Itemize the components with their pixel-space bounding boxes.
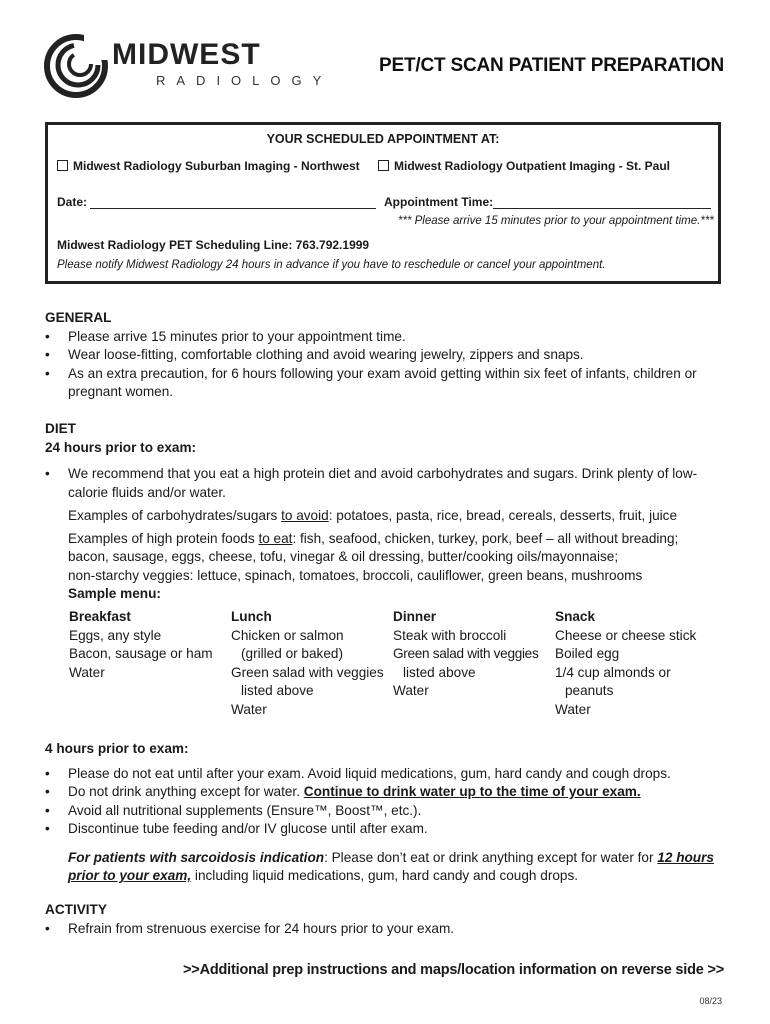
- list-item: • Please arrive 15 minutes prior to your appointment time.: [45, 328, 735, 347]
- menu-column-dinner: [393, 608, 538, 701]
- diet-section: [45, 420, 735, 604]
- list-item: • As an extra precaution, for 6 hours following your exam avoid getting within six feet of infants, children or pregnant women.: [45, 365, 728, 402]
- time-line[interactable]: [493, 197, 711, 209]
- protein-suffix: : fish, seafood, chicken, turkey, pork, beef – all without breading;: [292, 530, 679, 546]
- four-hours-list: [45, 765, 735, 839]
- list-item: • We recommend that you eat a high protein diet and avoid carbohydrates and sugars. Drink plenty of low-calorie fluids and/or water.: [45, 465, 708, 502]
- carbs-suffix: : potatoes, pasta, rice, bread, cereals, desserts, fruit, juice: [328, 508, 678, 523]
- sarcoidosis-note: [45, 849, 728, 886]
- menu-item: Water: [555, 701, 591, 717]
- sample-menu-label: Sample menu:: [68, 586, 161, 601]
- menu-heading: Lunch: [231, 609, 272, 624]
- activity-section: [45, 901, 735, 938]
- diet-list: [45, 465, 735, 502]
- protein-examples: [45, 530, 735, 549]
- scheduling-line: Midwest Radiology PET Scheduling Line: 763.792.1999: [57, 238, 370, 252]
- menu-item: listed above: [403, 664, 476, 680]
- checkbox-st-paul[interactable]: [378, 160, 389, 171]
- menu-item: Water: [393, 683, 429, 698]
- menu-column-lunch: [231, 608, 384, 719]
- activity-list: [45, 920, 735, 939]
- reverse-side-note: >>Additional prep instructions and maps/location information on reverse side >>: [183, 962, 724, 978]
- list-item: • Avoid all nutritional supplements (Ensure™, Boost™, etc.).: [45, 802, 735, 821]
- arrive-note: *** Please arrive 15 minutes prior to your appointment time.***: [398, 215, 714, 227]
- logo-subtitle: RADIOLOGY: [156, 73, 333, 88]
- menu-column-breakfast: [69, 608, 213, 682]
- menu-item: Cheese or cheese stick: [555, 627, 697, 643]
- general-heading: GENERAL: [45, 310, 112, 325]
- menu-item: 1/4 cup almonds or: [555, 664, 671, 680]
- carbs-prefix: Examples of carbohydrates/sugars: [68, 508, 282, 523]
- list-item: • Wear loose-fitting, comfortable clothing and avoid wearing jewelry, zippers and snaps.: [45, 346, 735, 365]
- notify-line: Please notify Midwest Radiology 24 hours in advance if you have to reschedule or cancel your appointment.: [57, 259, 606, 271]
- general-list: [45, 328, 735, 402]
- location-label-st-paul: Midwest Radiology Outpatient Imaging - St. Paul: [394, 159, 671, 173]
- carbs-examples: [45, 507, 735, 526]
- diet-subheading: 24 hours prior to exam:: [45, 439, 197, 455]
- carbs-underlined: to avoid: [281, 508, 329, 523]
- appointment-time-field[interactable]: [384, 195, 711, 209]
- general-section: [45, 309, 735, 402]
- menu-heading: Breakfast: [69, 609, 131, 624]
- menu-heading: Snack: [555, 609, 596, 624]
- protein-prefix: Examples of high protein foods: [68, 530, 259, 546]
- page-title: PET/CT SCAN PATIENT PREPARATION: [379, 55, 724, 76]
- menu-item: Eggs, any style: [69, 627, 162, 643]
- list-item: • Refrain from strenuous exercise for 24 hours prior to your exam.: [45, 920, 735, 939]
- list-item: [45, 783, 735, 802]
- time-label: Appointment Time:: [384, 195, 494, 209]
- checkbox-northwest[interactable]: [57, 160, 68, 171]
- logo-name: MIDWEST: [112, 38, 261, 71]
- sarcoidosis-prior: prior to your exam,: [68, 868, 192, 883]
- sarcoidosis-text: : Please don’t eat or drink anything except for water for: [324, 849, 658, 865]
- date-label: Date:: [57, 195, 88, 209]
- activity-heading: ACTIVITY: [45, 902, 107, 917]
- menu-item: Chicken or salmon: [231, 627, 344, 643]
- protein-underlined: to eat: [258, 530, 293, 546]
- menu-heading: Dinner: [393, 609, 437, 624]
- menu-item: Water: [69, 664, 105, 680]
- menu-column-snack: [555, 608, 696, 719]
- four-hours-section: [45, 740, 735, 886]
- midwest-radiology-logo: [44, 34, 333, 98]
- menu-item: Steak with broccoli: [393, 627, 507, 643]
- location-option-st-paul[interactable]: [378, 159, 670, 173]
- menu-item: Water: [231, 701, 267, 717]
- list-item: • Discontinue tube feeding and/or IV glucose until after exam.: [45, 820, 735, 839]
- menu-item: Boiled egg: [555, 646, 620, 661]
- menu-item: listed above: [241, 683, 314, 698]
- list-item: • Please do not eat until after your exam. Avoid liquid medications, gum, hard candy and cough drops.: [45, 765, 735, 784]
- menu-item: Bacon, sausage or ham: [69, 646, 213, 661]
- date-field[interactable]: [57, 195, 376, 209]
- appointment-heading: YOUR SCHEDULED APPOINTMENT AT:: [266, 132, 500, 146]
- protein-line-2: bacon, sausage, eggs, cheese, tofu, vinegar & oil dressing, butter/cooking oils/mayonnaise;: [68, 549, 619, 564]
- location-option-northwest[interactable]: [57, 159, 360, 173]
- water-note: Do not drink anything except for water.: [68, 784, 304, 799]
- menu-item: Green salad with veggies: [231, 664, 384, 680]
- sarcoidosis-hours: 12 hours: [657, 849, 714, 865]
- diet-heading: DIET: [45, 421, 76, 436]
- four-hours-heading: 4 hours prior to exam:: [45, 741, 189, 756]
- sarcoidosis-label: For patients with sarcoidosis indication: [68, 849, 325, 865]
- location-label-northwest: Midwest Radiology Suburban Imaging - Northwest: [73, 159, 360, 173]
- logo-swirl-icon: [44, 34, 110, 98]
- date-line[interactable]: [90, 197, 376, 209]
- menu-item: (grilled or baked): [241, 646, 343, 661]
- menu-item: peanuts: [565, 683, 614, 698]
- sarcoidosis-rest: including liquid medications, gum, hard candy and cough drops.: [191, 868, 579, 883]
- water-emphasis: Continue to drink water up to the time of your exam.: [303, 784, 641, 799]
- appointment-box: [45, 122, 721, 284]
- protein-line-3: non-starchy veggies: lettuce, spinach, tomatoes, broccoli, cauliflower, green beans, mushrooms: [68, 567, 643, 583]
- menu-item: Green salad with veggies: [393, 646, 539, 661]
- version-code: 08/23: [699, 996, 722, 1006]
